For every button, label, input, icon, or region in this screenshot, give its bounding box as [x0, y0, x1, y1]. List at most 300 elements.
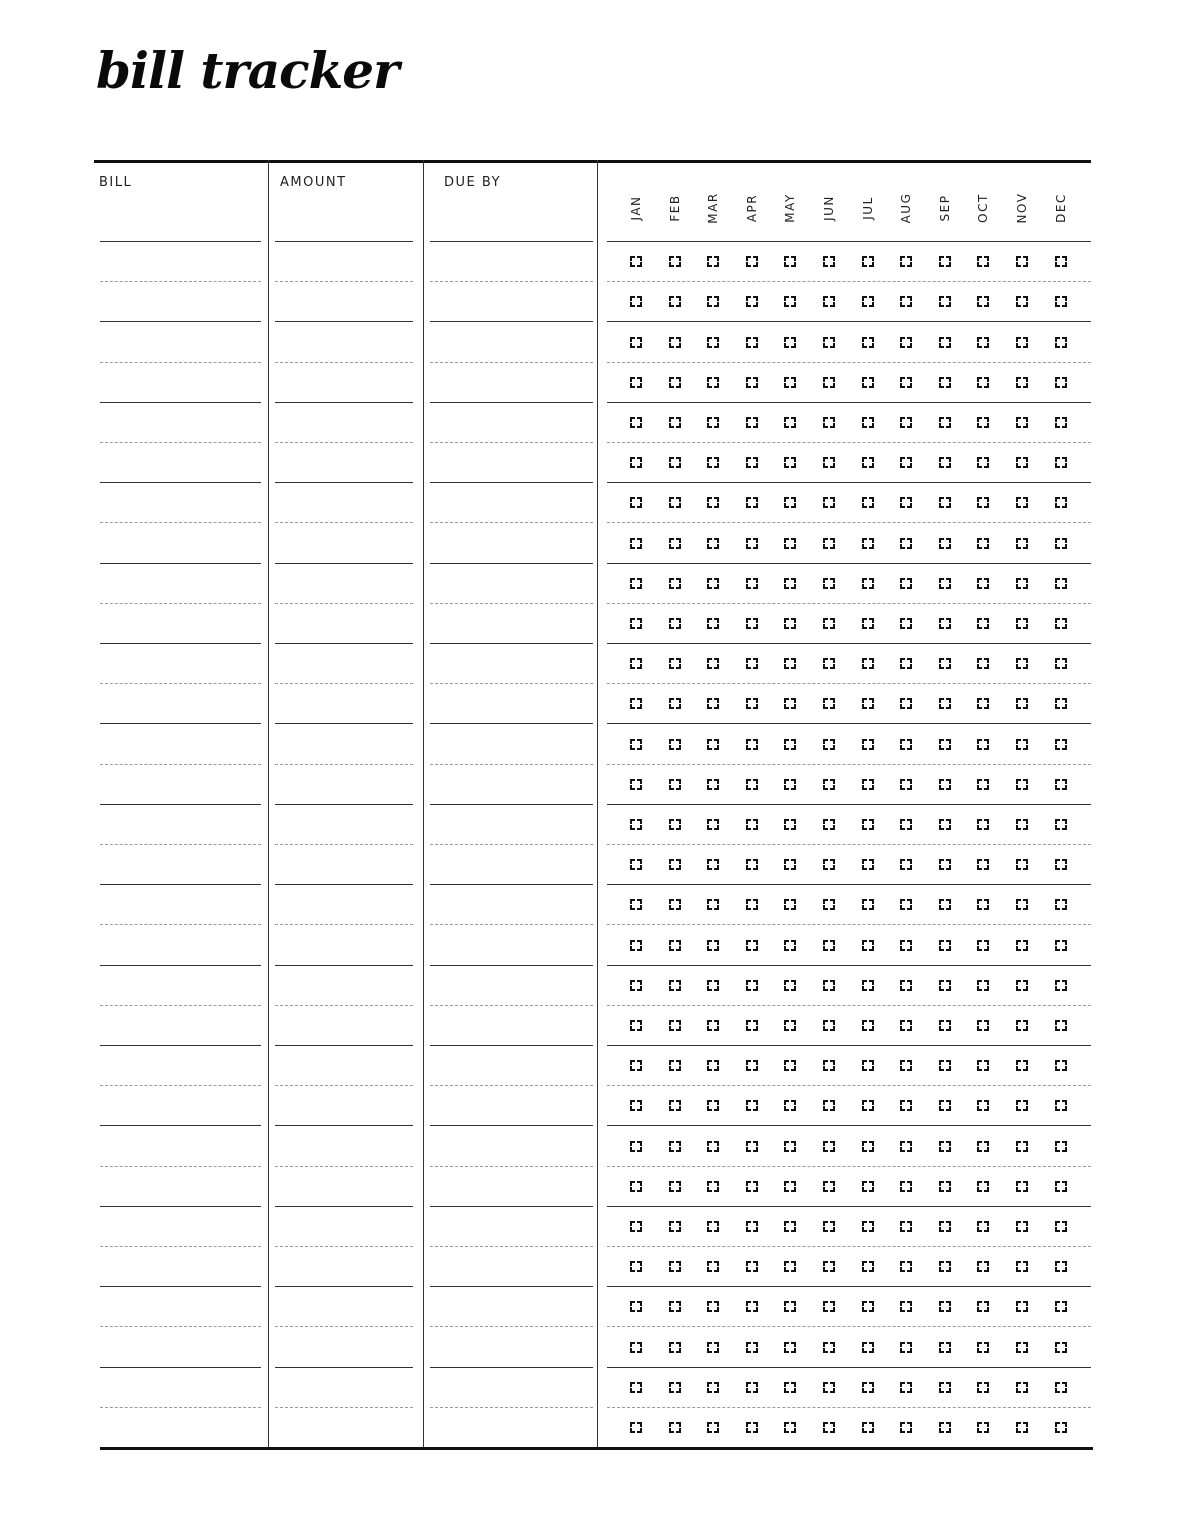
- paid-checkbox-jan[interactable]: [630, 698, 642, 709]
- paid-checkbox-mar[interactable]: [707, 899, 719, 910]
- paid-checkbox-may[interactable]: [784, 457, 796, 468]
- paid-checkbox-jul[interactable]: [862, 578, 874, 589]
- paid-checkbox-aug[interactable]: [900, 1221, 912, 1232]
- paid-checkbox-apr[interactable]: [746, 497, 758, 508]
- paid-checkbox-sep[interactable]: [939, 1221, 951, 1232]
- paid-checkbox-mar[interactable]: [707, 1382, 719, 1393]
- paid-checkbox-dec[interactable]: [1055, 1141, 1067, 1152]
- paid-checkbox-aug[interactable]: [900, 497, 912, 508]
- paid-checkbox-apr[interactable]: [746, 337, 758, 348]
- paid-checkbox-may[interactable]: [784, 497, 796, 508]
- paid-checkbox-jul[interactable]: [862, 739, 874, 750]
- paid-checkbox-jan[interactable]: [630, 417, 642, 428]
- paid-checkbox-dec[interactable]: [1055, 337, 1067, 348]
- paid-checkbox-nov[interactable]: [1016, 1342, 1028, 1353]
- paid-checkbox-feb[interactable]: [669, 980, 681, 991]
- paid-checkbox-dec[interactable]: [1055, 296, 1067, 307]
- paid-checkbox-nov[interactable]: [1016, 618, 1028, 629]
- paid-checkbox-apr[interactable]: [746, 538, 758, 549]
- paid-checkbox-mar[interactable]: [707, 658, 719, 669]
- paid-checkbox-apr[interactable]: [746, 739, 758, 750]
- paid-checkbox-oct[interactable]: [977, 538, 989, 549]
- paid-checkbox-apr[interactable]: [746, 1382, 758, 1393]
- paid-checkbox-feb[interactable]: [669, 1301, 681, 1312]
- paid-checkbox-jul[interactable]: [862, 457, 874, 468]
- paid-checkbox-aug[interactable]: [900, 296, 912, 307]
- paid-checkbox-jan[interactable]: [630, 377, 642, 388]
- paid-checkbox-dec[interactable]: [1055, 578, 1067, 589]
- paid-checkbox-feb[interactable]: [669, 940, 681, 951]
- paid-checkbox-mar[interactable]: [707, 1141, 719, 1152]
- paid-checkbox-jun[interactable]: [823, 1100, 835, 1111]
- paid-checkbox-jun[interactable]: [823, 940, 835, 951]
- paid-checkbox-oct[interactable]: [977, 1020, 989, 1031]
- paid-checkbox-feb[interactable]: [669, 457, 681, 468]
- paid-checkbox-mar[interactable]: [707, 1181, 719, 1192]
- paid-checkbox-apr[interactable]: [746, 578, 758, 589]
- paid-checkbox-nov[interactable]: [1016, 859, 1028, 870]
- paid-checkbox-dec[interactable]: [1055, 538, 1067, 549]
- paid-checkbox-feb[interactable]: [669, 1181, 681, 1192]
- paid-checkbox-jul[interactable]: [862, 859, 874, 870]
- paid-checkbox-may[interactable]: [784, 779, 796, 790]
- paid-checkbox-sep[interactable]: [939, 1181, 951, 1192]
- paid-checkbox-apr[interactable]: [746, 940, 758, 951]
- paid-checkbox-may[interactable]: [784, 337, 796, 348]
- paid-checkbox-jan[interactable]: [630, 1382, 642, 1393]
- paid-checkbox-sep[interactable]: [939, 337, 951, 348]
- paid-checkbox-mar[interactable]: [707, 417, 719, 428]
- paid-checkbox-jan[interactable]: [630, 457, 642, 468]
- paid-checkbox-jul[interactable]: [862, 1221, 874, 1232]
- paid-checkbox-jan[interactable]: [630, 578, 642, 589]
- paid-checkbox-sep[interactable]: [939, 739, 951, 750]
- paid-checkbox-nov[interactable]: [1016, 940, 1028, 951]
- paid-checkbox-dec[interactable]: [1055, 819, 1067, 830]
- paid-checkbox-jun[interactable]: [823, 1060, 835, 1071]
- paid-checkbox-feb[interactable]: [669, 497, 681, 508]
- paid-checkbox-apr[interactable]: [746, 457, 758, 468]
- paid-checkbox-jun[interactable]: [823, 538, 835, 549]
- paid-checkbox-jun[interactable]: [823, 1261, 835, 1272]
- paid-checkbox-oct[interactable]: [977, 1301, 989, 1312]
- paid-checkbox-may[interactable]: [784, 1342, 796, 1353]
- paid-checkbox-apr[interactable]: [746, 417, 758, 428]
- paid-checkbox-jul[interactable]: [862, 698, 874, 709]
- paid-checkbox-apr[interactable]: [746, 819, 758, 830]
- paid-checkbox-nov[interactable]: [1016, 296, 1028, 307]
- paid-checkbox-sep[interactable]: [939, 779, 951, 790]
- paid-checkbox-sep[interactable]: [939, 698, 951, 709]
- paid-checkbox-nov[interactable]: [1016, 578, 1028, 589]
- paid-checkbox-aug[interactable]: [900, 618, 912, 629]
- paid-checkbox-oct[interactable]: [977, 1100, 989, 1111]
- paid-checkbox-dec[interactable]: [1055, 497, 1067, 508]
- paid-checkbox-jun[interactable]: [823, 779, 835, 790]
- paid-checkbox-jun[interactable]: [823, 1342, 835, 1353]
- paid-checkbox-aug[interactable]: [900, 739, 912, 750]
- paid-checkbox-aug[interactable]: [900, 1342, 912, 1353]
- paid-checkbox-oct[interactable]: [977, 1221, 989, 1232]
- paid-checkbox-mar[interactable]: [707, 256, 719, 267]
- paid-checkbox-oct[interactable]: [977, 899, 989, 910]
- paid-checkbox-jul[interactable]: [862, 1141, 874, 1152]
- paid-checkbox-dec[interactable]: [1055, 899, 1067, 910]
- paid-checkbox-nov[interactable]: [1016, 1100, 1028, 1111]
- paid-checkbox-jun[interactable]: [823, 819, 835, 830]
- paid-checkbox-may[interactable]: [784, 1422, 796, 1433]
- paid-checkbox-dec[interactable]: [1055, 618, 1067, 629]
- paid-checkbox-jun[interactable]: [823, 296, 835, 307]
- paid-checkbox-mar[interactable]: [707, 578, 719, 589]
- paid-checkbox-sep[interactable]: [939, 618, 951, 629]
- paid-checkbox-sep[interactable]: [939, 940, 951, 951]
- paid-checkbox-aug[interactable]: [900, 899, 912, 910]
- paid-checkbox-sep[interactable]: [939, 538, 951, 549]
- paid-checkbox-mar[interactable]: [707, 940, 719, 951]
- paid-checkbox-sep[interactable]: [939, 256, 951, 267]
- paid-checkbox-aug[interactable]: [900, 980, 912, 991]
- paid-checkbox-apr[interactable]: [746, 899, 758, 910]
- paid-checkbox-dec[interactable]: [1055, 1301, 1067, 1312]
- paid-checkbox-jun[interactable]: [823, 417, 835, 428]
- paid-checkbox-sep[interactable]: [939, 1141, 951, 1152]
- paid-checkbox-oct[interactable]: [977, 698, 989, 709]
- paid-checkbox-oct[interactable]: [977, 1181, 989, 1192]
- paid-checkbox-feb[interactable]: [669, 296, 681, 307]
- paid-checkbox-jul[interactable]: [862, 1382, 874, 1393]
- paid-checkbox-sep[interactable]: [939, 578, 951, 589]
- paid-checkbox-jun[interactable]: [823, 497, 835, 508]
- paid-checkbox-may[interactable]: [784, 739, 796, 750]
- paid-checkbox-dec[interactable]: [1055, 1382, 1067, 1393]
- paid-checkbox-feb[interactable]: [669, 1382, 681, 1393]
- paid-checkbox-apr[interactable]: [746, 1342, 758, 1353]
- paid-checkbox-aug[interactable]: [900, 578, 912, 589]
- paid-checkbox-nov[interactable]: [1016, 779, 1028, 790]
- paid-checkbox-jul[interactable]: [862, 377, 874, 388]
- paid-checkbox-feb[interactable]: [669, 698, 681, 709]
- paid-checkbox-jun[interactable]: [823, 658, 835, 669]
- paid-checkbox-aug[interactable]: [900, 1060, 912, 1071]
- paid-checkbox-aug[interactable]: [900, 779, 912, 790]
- paid-checkbox-may[interactable]: [784, 698, 796, 709]
- paid-checkbox-jan[interactable]: [630, 739, 642, 750]
- paid-checkbox-sep[interactable]: [939, 819, 951, 830]
- paid-checkbox-jun[interactable]: [823, 337, 835, 348]
- paid-checkbox-dec[interactable]: [1055, 859, 1067, 870]
- paid-checkbox-jun[interactable]: [823, 1141, 835, 1152]
- paid-checkbox-dec[interactable]: [1055, 1020, 1067, 1031]
- paid-checkbox-oct[interactable]: [977, 980, 989, 991]
- paid-checkbox-apr[interactable]: [746, 256, 758, 267]
- paid-checkbox-jul[interactable]: [862, 296, 874, 307]
- paid-checkbox-may[interactable]: [784, 1141, 796, 1152]
- paid-checkbox-oct[interactable]: [977, 1141, 989, 1152]
- paid-checkbox-jul[interactable]: [862, 899, 874, 910]
- paid-checkbox-nov[interactable]: [1016, 377, 1028, 388]
- paid-checkbox-apr[interactable]: [746, 1020, 758, 1031]
- paid-checkbox-aug[interactable]: [900, 417, 912, 428]
- paid-checkbox-jul[interactable]: [862, 256, 874, 267]
- paid-checkbox-jun[interactable]: [823, 1181, 835, 1192]
- paid-checkbox-jul[interactable]: [862, 1060, 874, 1071]
- paid-checkbox-oct[interactable]: [977, 578, 989, 589]
- paid-checkbox-apr[interactable]: [746, 1261, 758, 1272]
- paid-checkbox-may[interactable]: [784, 578, 796, 589]
- paid-checkbox-aug[interactable]: [900, 1422, 912, 1433]
- paid-checkbox-oct[interactable]: [977, 337, 989, 348]
- paid-checkbox-dec[interactable]: [1055, 1100, 1067, 1111]
- paid-checkbox-aug[interactable]: [900, 1301, 912, 1312]
- paid-checkbox-oct[interactable]: [977, 1422, 989, 1433]
- paid-checkbox-aug[interactable]: [900, 256, 912, 267]
- paid-checkbox-nov[interactable]: [1016, 658, 1028, 669]
- paid-checkbox-mar[interactable]: [707, 1261, 719, 1272]
- paid-checkbox-sep[interactable]: [939, 1020, 951, 1031]
- paid-checkbox-nov[interactable]: [1016, 1181, 1028, 1192]
- paid-checkbox-may[interactable]: [784, 538, 796, 549]
- paid-checkbox-dec[interactable]: [1055, 1342, 1067, 1353]
- paid-checkbox-jan[interactable]: [630, 1261, 642, 1272]
- paid-checkbox-aug[interactable]: [900, 819, 912, 830]
- paid-checkbox-mar[interactable]: [707, 296, 719, 307]
- paid-checkbox-jul[interactable]: [862, 658, 874, 669]
- paid-checkbox-aug[interactable]: [900, 698, 912, 709]
- paid-checkbox-mar[interactable]: [707, 377, 719, 388]
- paid-checkbox-nov[interactable]: [1016, 1060, 1028, 1071]
- paid-checkbox-aug[interactable]: [900, 658, 912, 669]
- paid-checkbox-jan[interactable]: [630, 1181, 642, 1192]
- paid-checkbox-sep[interactable]: [939, 1422, 951, 1433]
- paid-checkbox-may[interactable]: [784, 1100, 796, 1111]
- paid-checkbox-nov[interactable]: [1016, 1141, 1028, 1152]
- paid-checkbox-sep[interactable]: [939, 457, 951, 468]
- paid-checkbox-sep[interactable]: [939, 980, 951, 991]
- paid-checkbox-apr[interactable]: [746, 698, 758, 709]
- paid-checkbox-aug[interactable]: [900, 1020, 912, 1031]
- paid-checkbox-mar[interactable]: [707, 457, 719, 468]
- paid-checkbox-feb[interactable]: [669, 377, 681, 388]
- paid-checkbox-jun[interactable]: [823, 578, 835, 589]
- paid-checkbox-jun[interactable]: [823, 1301, 835, 1312]
- paid-checkbox-jun[interactable]: [823, 1221, 835, 1232]
- paid-checkbox-jul[interactable]: [862, 417, 874, 428]
- paid-checkbox-may[interactable]: [784, 980, 796, 991]
- paid-checkbox-nov[interactable]: [1016, 337, 1028, 348]
- paid-checkbox-nov[interactable]: [1016, 819, 1028, 830]
- paid-checkbox-jan[interactable]: [630, 658, 642, 669]
- paid-checkbox-aug[interactable]: [900, 859, 912, 870]
- paid-checkbox-oct[interactable]: [977, 296, 989, 307]
- paid-checkbox-jan[interactable]: [630, 618, 642, 629]
- paid-checkbox-jul[interactable]: [862, 1261, 874, 1272]
- paid-checkbox-jan[interactable]: [630, 819, 642, 830]
- paid-checkbox-may[interactable]: [784, 1060, 796, 1071]
- paid-checkbox-jun[interactable]: [823, 899, 835, 910]
- paid-checkbox-may[interactable]: [784, 377, 796, 388]
- paid-checkbox-jan[interactable]: [630, 1020, 642, 1031]
- paid-checkbox-jan[interactable]: [630, 256, 642, 267]
- paid-checkbox-mar[interactable]: [707, 538, 719, 549]
- paid-checkbox-oct[interactable]: [977, 256, 989, 267]
- paid-checkbox-mar[interactable]: [707, 739, 719, 750]
- paid-checkbox-jun[interactable]: [823, 698, 835, 709]
- paid-checkbox-oct[interactable]: [977, 1261, 989, 1272]
- paid-checkbox-dec[interactable]: [1055, 739, 1067, 750]
- paid-checkbox-jul[interactable]: [862, 497, 874, 508]
- paid-checkbox-sep[interactable]: [939, 497, 951, 508]
- paid-checkbox-jan[interactable]: [630, 1100, 642, 1111]
- paid-checkbox-jul[interactable]: [862, 819, 874, 830]
- paid-checkbox-dec[interactable]: [1055, 1221, 1067, 1232]
- paid-checkbox-mar[interactable]: [707, 618, 719, 629]
- paid-checkbox-feb[interactable]: [669, 1422, 681, 1433]
- paid-checkbox-dec[interactable]: [1055, 377, 1067, 388]
- paid-checkbox-nov[interactable]: [1016, 1301, 1028, 1312]
- paid-checkbox-apr[interactable]: [746, 779, 758, 790]
- paid-checkbox-aug[interactable]: [900, 1382, 912, 1393]
- paid-checkbox-jun[interactable]: [823, 980, 835, 991]
- paid-checkbox-oct[interactable]: [977, 417, 989, 428]
- paid-checkbox-nov[interactable]: [1016, 1221, 1028, 1232]
- paid-checkbox-mar[interactable]: [707, 1342, 719, 1353]
- paid-checkbox-feb[interactable]: [669, 819, 681, 830]
- paid-checkbox-aug[interactable]: [900, 1100, 912, 1111]
- paid-checkbox-oct[interactable]: [977, 819, 989, 830]
- paid-checkbox-oct[interactable]: [977, 618, 989, 629]
- paid-checkbox-jan[interactable]: [630, 980, 642, 991]
- paid-checkbox-jan[interactable]: [630, 497, 642, 508]
- paid-checkbox-apr[interactable]: [746, 859, 758, 870]
- paid-checkbox-apr[interactable]: [746, 618, 758, 629]
- paid-checkbox-feb[interactable]: [669, 779, 681, 790]
- paid-checkbox-nov[interactable]: [1016, 899, 1028, 910]
- paid-checkbox-feb[interactable]: [669, 1060, 681, 1071]
- paid-checkbox-feb[interactable]: [669, 859, 681, 870]
- paid-checkbox-jan[interactable]: [630, 779, 642, 790]
- paid-checkbox-mar[interactable]: [707, 859, 719, 870]
- paid-checkbox-nov[interactable]: [1016, 698, 1028, 709]
- paid-checkbox-jun[interactable]: [823, 1422, 835, 1433]
- paid-checkbox-mar[interactable]: [707, 1060, 719, 1071]
- paid-checkbox-jul[interactable]: [862, 1100, 874, 1111]
- paid-checkbox-feb[interactable]: [669, 417, 681, 428]
- paid-checkbox-jan[interactable]: [630, 1141, 642, 1152]
- paid-checkbox-dec[interactable]: [1055, 1181, 1067, 1192]
- paid-checkbox-aug[interactable]: [900, 457, 912, 468]
- paid-checkbox-dec[interactable]: [1055, 417, 1067, 428]
- paid-checkbox-mar[interactable]: [707, 1100, 719, 1111]
- paid-checkbox-dec[interactable]: [1055, 698, 1067, 709]
- paid-checkbox-sep[interactable]: [939, 296, 951, 307]
- paid-checkbox-nov[interactable]: [1016, 739, 1028, 750]
- paid-checkbox-oct[interactable]: [977, 779, 989, 790]
- paid-checkbox-aug[interactable]: [900, 377, 912, 388]
- paid-checkbox-mar[interactable]: [707, 1020, 719, 1031]
- paid-checkbox-feb[interactable]: [669, 899, 681, 910]
- paid-checkbox-jan[interactable]: [630, 538, 642, 549]
- paid-checkbox-jan[interactable]: [630, 1301, 642, 1312]
- paid-checkbox-jul[interactable]: [862, 337, 874, 348]
- paid-checkbox-feb[interactable]: [669, 1261, 681, 1272]
- paid-checkbox-apr[interactable]: [746, 1141, 758, 1152]
- paid-checkbox-oct[interactable]: [977, 739, 989, 750]
- paid-checkbox-apr[interactable]: [746, 980, 758, 991]
- paid-checkbox-apr[interactable]: [746, 1221, 758, 1232]
- paid-checkbox-jul[interactable]: [862, 1181, 874, 1192]
- paid-checkbox-mar[interactable]: [707, 779, 719, 790]
- paid-checkbox-apr[interactable]: [746, 1060, 758, 1071]
- paid-checkbox-jun[interactable]: [823, 377, 835, 388]
- paid-checkbox-dec[interactable]: [1055, 1060, 1067, 1071]
- paid-checkbox-mar[interactable]: [707, 980, 719, 991]
- paid-checkbox-may[interactable]: [784, 1181, 796, 1192]
- paid-checkbox-mar[interactable]: [707, 698, 719, 709]
- paid-checkbox-may[interactable]: [784, 940, 796, 951]
- paid-checkbox-may[interactable]: [784, 1261, 796, 1272]
- paid-checkbox-sep[interactable]: [939, 377, 951, 388]
- paid-checkbox-nov[interactable]: [1016, 1382, 1028, 1393]
- paid-checkbox-jun[interactable]: [823, 1020, 835, 1031]
- paid-checkbox-apr[interactable]: [746, 1100, 758, 1111]
- paid-checkbox-apr[interactable]: [746, 1422, 758, 1433]
- paid-checkbox-jul[interactable]: [862, 1342, 874, 1353]
- paid-checkbox-jun[interactable]: [823, 618, 835, 629]
- paid-checkbox-aug[interactable]: [900, 1181, 912, 1192]
- paid-checkbox-may[interactable]: [784, 1020, 796, 1031]
- paid-checkbox-jul[interactable]: [862, 980, 874, 991]
- paid-checkbox-mar[interactable]: [707, 819, 719, 830]
- paid-checkbox-jun[interactable]: [823, 457, 835, 468]
- paid-checkbox-mar[interactable]: [707, 1422, 719, 1433]
- paid-checkbox-apr[interactable]: [746, 1301, 758, 1312]
- paid-checkbox-nov[interactable]: [1016, 1020, 1028, 1031]
- paid-checkbox-jul[interactable]: [862, 1020, 874, 1031]
- paid-checkbox-may[interactable]: [784, 1301, 796, 1312]
- paid-checkbox-oct[interactable]: [977, 859, 989, 870]
- paid-checkbox-mar[interactable]: [707, 1301, 719, 1312]
- paid-checkbox-jun[interactable]: [823, 256, 835, 267]
- paid-checkbox-sep[interactable]: [939, 1301, 951, 1312]
- paid-checkbox-oct[interactable]: [977, 940, 989, 951]
- paid-checkbox-sep[interactable]: [939, 658, 951, 669]
- paid-checkbox-jan[interactable]: [630, 1342, 642, 1353]
- paid-checkbox-may[interactable]: [784, 1382, 796, 1393]
- paid-checkbox-feb[interactable]: [669, 538, 681, 549]
- paid-checkbox-sep[interactable]: [939, 1261, 951, 1272]
- paid-checkbox-sep[interactable]: [939, 1382, 951, 1393]
- paid-checkbox-apr[interactable]: [746, 296, 758, 307]
- paid-checkbox-apr[interactable]: [746, 377, 758, 388]
- paid-checkbox-jul[interactable]: [862, 538, 874, 549]
- paid-checkbox-sep[interactable]: [939, 1100, 951, 1111]
- paid-checkbox-oct[interactable]: [977, 497, 989, 508]
- paid-checkbox-feb[interactable]: [669, 337, 681, 348]
- paid-checkbox-mar[interactable]: [707, 1221, 719, 1232]
- paid-checkbox-may[interactable]: [784, 296, 796, 307]
- paid-checkbox-dec[interactable]: [1055, 457, 1067, 468]
- paid-checkbox-oct[interactable]: [977, 1382, 989, 1393]
- paid-checkbox-oct[interactable]: [977, 1060, 989, 1071]
- paid-checkbox-feb[interactable]: [669, 1020, 681, 1031]
- paid-checkbox-may[interactable]: [784, 819, 796, 830]
- paid-checkbox-jun[interactable]: [823, 739, 835, 750]
- paid-checkbox-nov[interactable]: [1016, 256, 1028, 267]
- paid-checkbox-nov[interactable]: [1016, 497, 1028, 508]
- paid-checkbox-jan[interactable]: [630, 1422, 642, 1433]
- paid-checkbox-oct[interactable]: [977, 457, 989, 468]
